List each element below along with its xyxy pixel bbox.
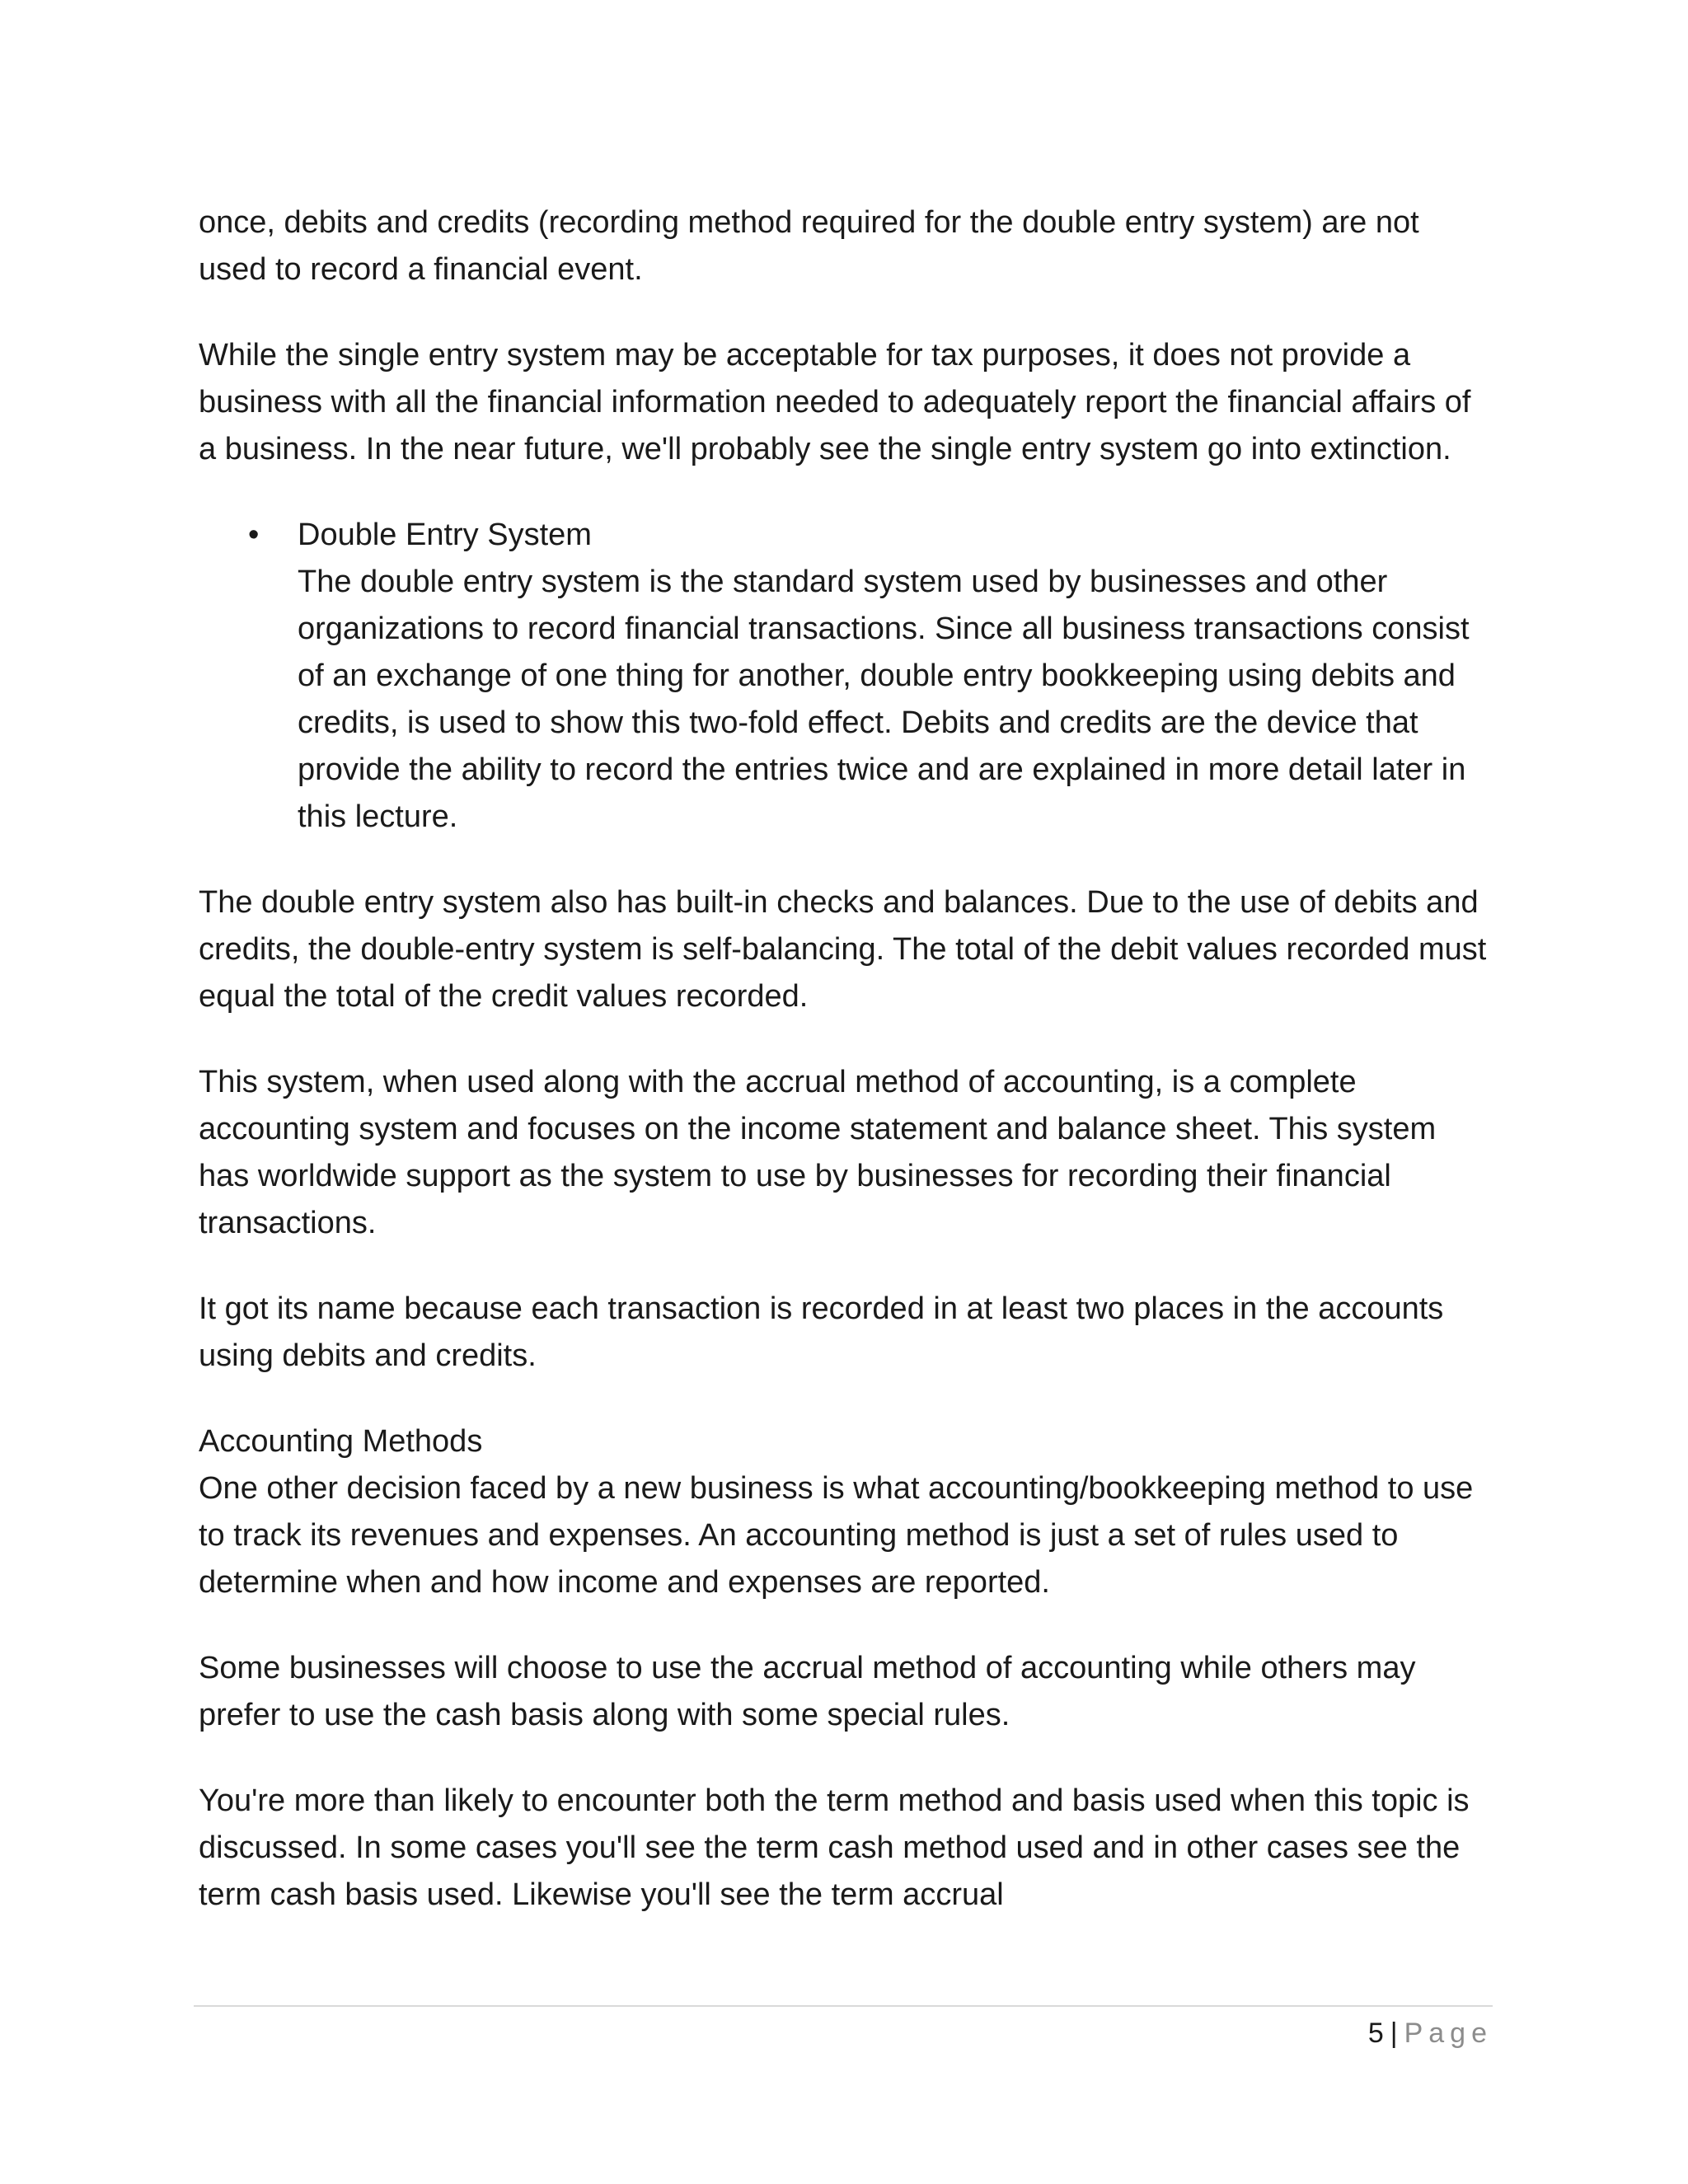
bullet-dot-icon: • [248, 518, 260, 552]
paragraph-accrual-system: This system, when used along with the accrual method of accounting, is a complete accounting system and focuses on the income statement and balance sheet. This system has worldwide support as the system to use by businesses for recording their financial transactions. [199, 1065, 1437, 1240]
page-footer [1368, 2015, 1493, 2051]
footer-separator: | [1390, 2018, 1398, 2049]
paragraph-terminology: You're more than likely to encounter both the term method and basis used when this topic is discussed. In some cases you'll see the term cash method used and in other cases see the term cash basis used. Likewise you'll see the term accrual [199, 1783, 1470, 1912]
page-label: Page [1404, 2018, 1493, 2049]
bullet-item-double-entry [199, 512, 1493, 841]
page-body [199, 199, 1493, 1957]
paragraph-single-entry-tax: While the single entry system may be acceptable for tax purposes, it does not provide a business with all the financial information needed to adequately report the financial affairs of a business. In the near future, we'll probably see the single entry system go into extinction. [199, 338, 1471, 466]
footer-divider [194, 2005, 1493, 2007]
section-accounting-methods [199, 1418, 1493, 1606]
bullet-body: The double entry system is the standard system used by businesses and other organizations to record financial transactions. Since all business transactions consist of an exchange of one thing for another, double entry bookkeeping using debits and credits, is used to show this two-fold effect. Debits and credits are the device that provide the ability to record the entries twice and are explained in more detail later in this lecture. [298, 565, 1470, 834]
bullet-list [199, 512, 1493, 841]
paragraph-continuation: once, debits and credits (recording method required for the double entry system) are not used to record a financial event. [199, 205, 1419, 287]
paragraph-name-origin: It got its name because each transaction is recorded in at least two places in the accounts using debits and credits. [199, 1291, 1444, 1373]
page-number: 5 [1367, 2018, 1384, 2049]
paragraph-checks-balances: The double entry system also has built-in checks and balances. Due to the use of debits and credits, the double-entry system is self-balancing. The total of the debit values recorded must equal the total of the credit values recorded. [199, 885, 1487, 1014]
section-heading: Accounting Methods [199, 1424, 483, 1459]
paragraph-method-choice: Some businesses will choose to use the accrual method of accounting while others may prefer to use the cash basis along with some special rules. [199, 1651, 1416, 1732]
section-intro: One other decision faced by a new business is what accounting/bookkeeping method to use to track its revenues and expenses. An accounting method is just a set of rules used to determine when and how income and expenses are reported. [199, 1471, 1474, 1600]
bullet-title: Double Entry System [298, 518, 592, 552]
